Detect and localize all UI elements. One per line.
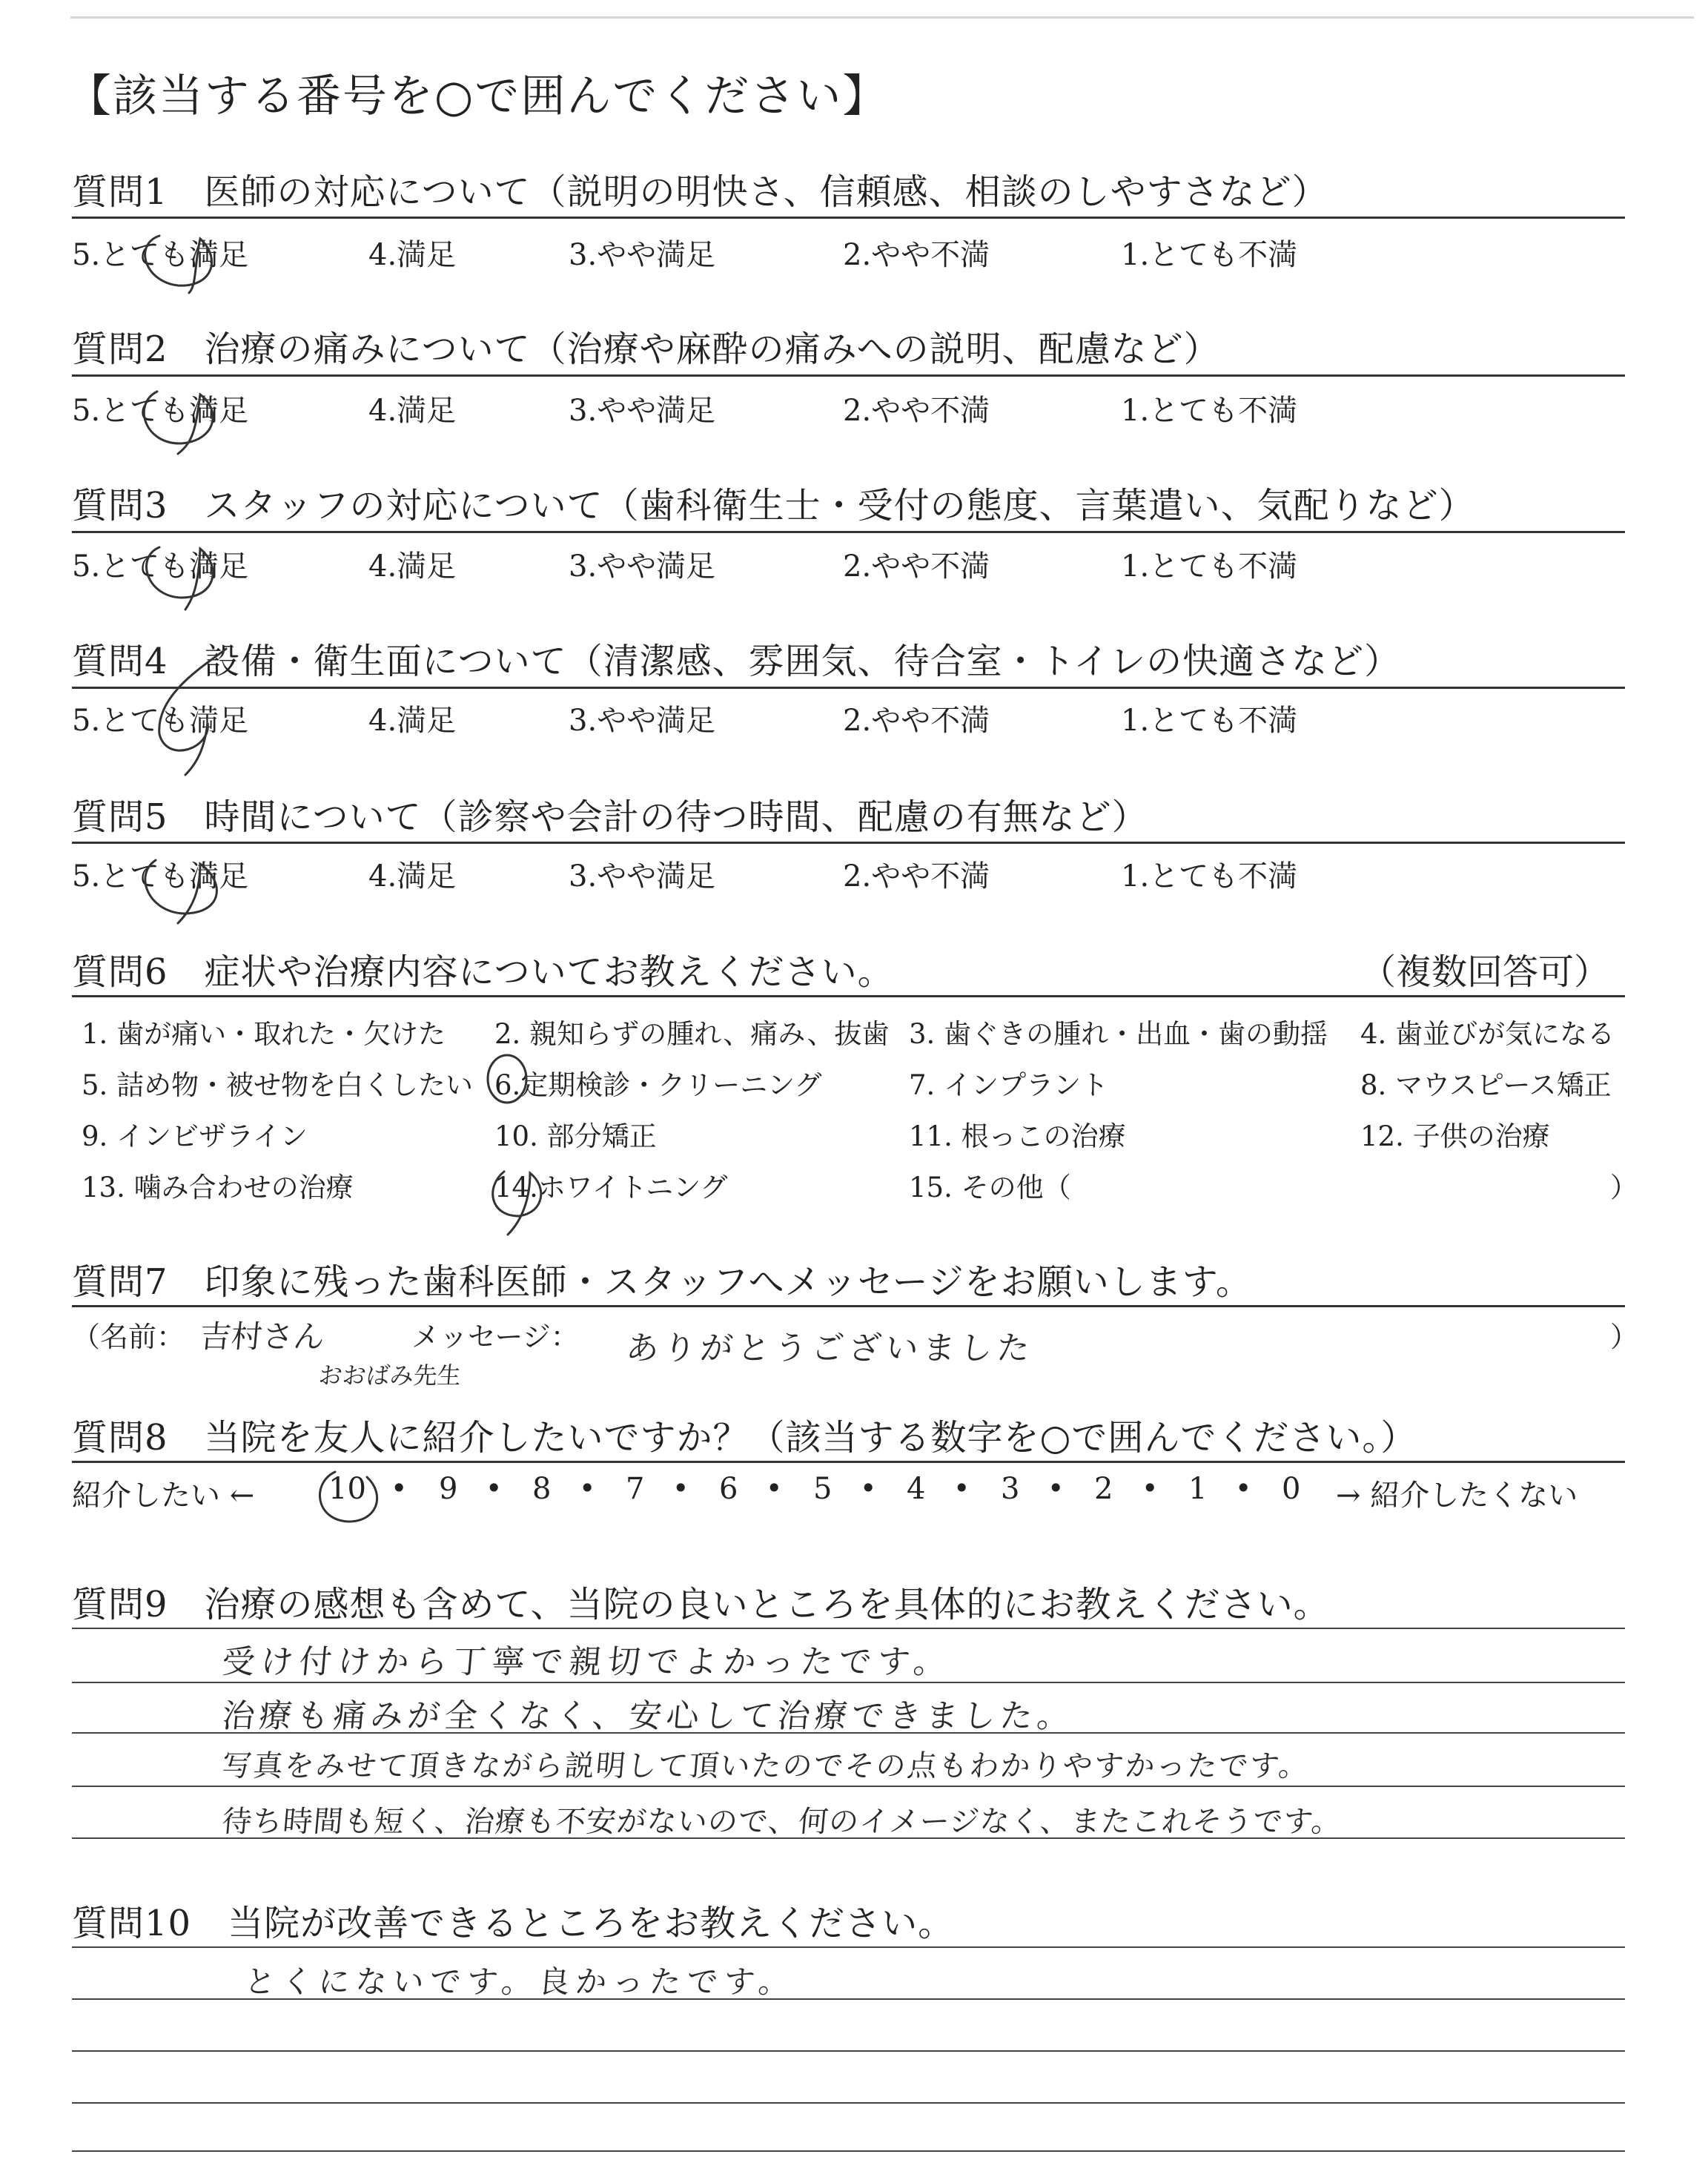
q1-option-1[interactable]: 1.とても不満 (1121, 238, 1298, 272)
question-2-rule (72, 374, 1625, 377)
q2-option-5[interactable]: 5.とても満足 (72, 394, 249, 428)
q3-option-3[interactable]: 3.やや満足 (569, 549, 716, 584)
recommend-0[interactable]: 0 (1282, 1472, 1301, 1506)
q9-answer-line-2: 治療も痛みが全くなく、安心して治療できました。 (220, 1697, 1076, 1735)
question-6: 質問6 症状や治療内容についてお教えください。 (72, 951, 894, 993)
q6-option-1[interactable]: 1. 歯が痛い・取れた・欠けた (82, 1018, 446, 1050)
message-close-paren: ） (1610, 1321, 1639, 1353)
q6-option-4[interactable]: 4. 歯並びが気になる (1360, 1018, 1615, 1050)
top-rule (70, 16, 1694, 19)
q2-option-1[interactable]: 1.とても不満 (1121, 394, 1298, 428)
question-10: 質問10 当院が改善できるところをお教えください。 (72, 1903, 955, 1944)
question-5-rule (72, 842, 1625, 844)
scale-separator: • (486, 1472, 503, 1505)
answer-line (72, 1628, 1625, 1629)
scale-separator: • (672, 1472, 689, 1505)
scale-separator: • (391, 1472, 408, 1505)
q6-option-6[interactable]: 6.定期検診・クリーニング (494, 1069, 822, 1101)
scale-separator: • (1142, 1472, 1159, 1505)
q2-option-4[interactable]: 4.満足 (368, 394, 457, 428)
scale-separator: • (953, 1472, 970, 1505)
recommend-6[interactable]: 6 (719, 1472, 738, 1506)
q6-other-close-paren: ） (1610, 1172, 1638, 1203)
q6-option-15[interactable]: 15. その他（ (909, 1172, 1071, 1203)
q5-option-1[interactable]: 1.とても不満 (1121, 859, 1298, 894)
q3-option-1[interactable]: 1.とても不満 (1121, 549, 1298, 584)
handwritten-name-1: 吉村さん (198, 1318, 326, 1355)
q6-option-10[interactable]: 10. 部分矯正 (494, 1120, 657, 1152)
q6-option-12[interactable]: 12. 子供の治療 (1360, 1120, 1550, 1152)
q3-option-2[interactable]: 2.やや不満 (843, 549, 990, 584)
q6-option-2[interactable]: 2. 親知らずの腫れ、痛み、抜歯 (494, 1018, 890, 1050)
question-4: 質問4 設備・衛生面について（清潔感、雰囲気、待合室・トイレの快適さなど） (72, 641, 1401, 682)
recommend-9[interactable]: 9 (439, 1472, 458, 1506)
q1-option-5[interactable]: 5.とても満足 (72, 238, 249, 272)
scale-separator: • (1235, 1472, 1252, 1505)
q2-option-3[interactable]: 3.やや満足 (569, 394, 716, 428)
recommend-8[interactable]: 8 (532, 1472, 552, 1506)
q5-option-3[interactable]: 3.やや満足 (569, 859, 716, 894)
question-8-rule (72, 1461, 1625, 1463)
scale-separator: • (579, 1472, 596, 1505)
answer-line (72, 2102, 1625, 2104)
q1-option-2[interactable]: 2.やや不満 (843, 238, 990, 272)
q5-option-5[interactable]: 5.とても満足 (72, 859, 249, 894)
q6-option-7[interactable]: 7. インプラント (909, 1069, 1109, 1101)
handwritten-message: ありがとうございました (624, 1330, 1036, 1367)
q4-option-2[interactable]: 2.やや不満 (843, 704, 990, 738)
q6-option-9[interactable]: 9. インビザライン (82, 1120, 308, 1152)
recommend-7[interactable]: 7 (626, 1472, 645, 1506)
question-4-rule (72, 687, 1625, 689)
q6-option-3[interactable]: 3. 歯ぐきの腫れ・出血・歯の動揺 (909, 1018, 1328, 1050)
question-9: 質問9 治療の感想も含めて、当院の良いところを具体的にお教えください。 (72, 1584, 1330, 1625)
q6-option-13[interactable]: 13. 噛み合わせの治療 (82, 1172, 354, 1203)
recommend-10[interactable]: 10 (328, 1472, 366, 1506)
handwritten-name-2: おおばみ先生 (317, 1361, 463, 1390)
question-7: 質問7 印象に残った歯科医師・スタッフへメッセージをお願いします。 (72, 1261, 1252, 1303)
q1-option-3[interactable]: 3.やや満足 (569, 238, 716, 272)
recommend-1[interactable]: 1 (1188, 1472, 1208, 1506)
question-3: 質問3 スタッフの対応について（歯科衛生士・受付の態度、言葉遣い、気配りなど） (72, 485, 1475, 526)
answer-line (72, 1946, 1625, 1948)
recommend-4[interactable]: 4 (907, 1472, 926, 1506)
recommend-3[interactable]: 3 (1001, 1472, 1020, 1506)
scale-separator: • (860, 1472, 877, 1505)
q4-option-3[interactable]: 3.やや満足 (569, 704, 716, 738)
q6-option-5[interactable]: 5. 詰め物・被せ物を白くしたい (82, 1069, 474, 1101)
question-1-rule (72, 217, 1625, 219)
question-1: 質問1 医師の対応について（説明の明快さ、信頼感、相談のしやすさなど） (72, 171, 1328, 213)
name-label: （名前： (72, 1321, 185, 1353)
recommend-right-label: → 紹介したくない (1336, 1479, 1578, 1513)
q3-option-5[interactable]: 5.とても満足 (72, 549, 249, 584)
q3-option-4[interactable]: 4.満足 (368, 549, 457, 584)
q6-option-11[interactable]: 11. 根っこの治療 (909, 1120, 1126, 1152)
q6-option-8[interactable]: 8. マウスピース矯正 (1360, 1069, 1612, 1101)
multiple-answer-note: （複数回答可） (1360, 951, 1610, 993)
question-7-rule (72, 1305, 1625, 1307)
question-5: 質問5 時間について（診察や会計の待つ時間、配慮の有無など） (72, 796, 1148, 838)
q2-option-2[interactable]: 2.やや不満 (843, 394, 990, 428)
question-3-rule (72, 531, 1625, 533)
question-2: 質問2 治療の痛みについて（治療や麻酔の痛みへの説明、配慮など） (72, 328, 1220, 370)
q9-answer-line-1: 受け付けから丁寧で親切でよかったです。 (220, 1643, 954, 1681)
q1-option-4[interactable]: 4.満足 (368, 238, 457, 272)
q4-option-1[interactable]: 1.とても不満 (1121, 704, 1298, 738)
recommend-left-label: 紹介したい ← (72, 1479, 255, 1513)
scale-separator: • (1047, 1472, 1065, 1505)
q10-answer-line-1: とくにないです。良かったです。 (242, 1964, 798, 2000)
q5-option-4[interactable]: 4.満足 (368, 859, 457, 894)
recommend-5[interactable]: 5 (813, 1472, 833, 1506)
page-title: 【該当する番号を○で囲んでください】 (67, 70, 889, 122)
answer-line (72, 1786, 1625, 1787)
question-6-rule (72, 995, 1625, 997)
q4-option-4[interactable]: 4.満足 (368, 704, 457, 738)
answer-line (72, 2050, 1625, 2052)
q5-option-2[interactable]: 2.やや不満 (843, 859, 990, 894)
q9-answer-line-3: 写真をみせて頂きながら説明して頂いたのでその点もわかりやすかったです。 (220, 1749, 1311, 1783)
q9-answer-line-4: 待ち時間も短く、治療も不安がないので、何のイメージなく、またこれそうです。 (220, 1805, 1343, 1839)
q6-option-14[interactable]: 14.ホワイトニング (494, 1172, 728, 1203)
recommend-2[interactable]: 2 (1094, 1472, 1113, 1506)
answer-line (72, 2150, 1625, 2152)
q4-option-5[interactable]: 5.とても満足 (72, 704, 249, 738)
message-label: メッセージ： (411, 1321, 579, 1353)
question-8: 質問8 当院を友人に紹介したいですか？（該当する数字を○で囲んでください。） (72, 1417, 1417, 1459)
scale-separator: • (766, 1472, 783, 1505)
